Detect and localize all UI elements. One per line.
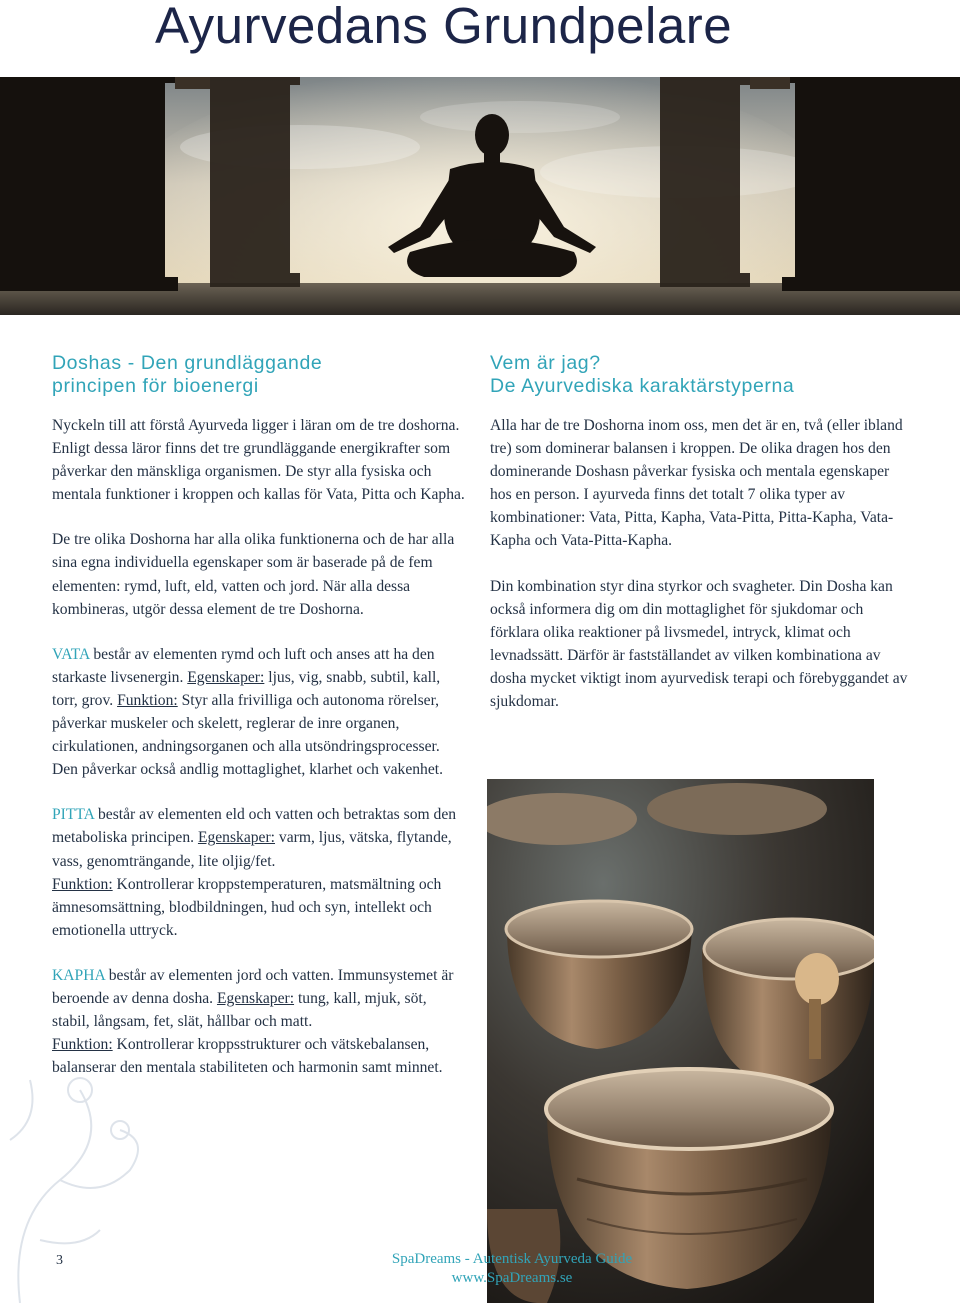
heading-line-2: principen för bioenergi [52,375,259,397]
pitta-paragraph [52,803,467,942]
kapha-label: KAPHA [52,966,105,984]
kapha-func: Kontrollerar kroppsstrukturer och vätskebalansen, balanserar den mentala stabiliteten och harmonin samt minnet. [52,1036,443,1077]
vata-func: Styr alla frivilliga och autonoma rörelser, påverkar muskeler och skelett, reglerar de inre organen, cirkulationen, andningsorganen och alla utsöndringsprocesser. Den påverkar också andlig mottaglighet, klarhet och vakenhet. [52,691,444,779]
pitta-func-label: Funktion: [52,875,113,893]
elements-paragraph: De tre olika Doshorna har alla olika funktionerna och de har alla sina egna individuella egenskaper som är baserade på de fem elementen: rymd, luft, eld, vatten och jord. När alla dessa kombineras, utgör dessa element de tre Doshorna. [52,531,455,618]
vata-props-label: Egenskaper: [187,668,265,686]
combination-paragraph: Din kombination styr dina styrkor och svagheter. Din Dosha kan också informera dig om din mottaglighet för sjukdomar och förklara olika reaktioner på livsmedel, intryck, klimat och levnadssätt. Därför är fastställandet av vilken kombinationa av dosha mycket viktigt inom ayurvedisk terapi och förebyggandet av sjukdomar. [490,577,908,711]
pitta-props-label: Egenskaper: [197,829,276,847]
footer-website: www.SpaDreams.se [451,1270,573,1286]
kapha-func-label: Funktion: [52,1036,113,1054]
heading-line-1: Doshas - Den grundläggande [52,352,323,374]
section-heading-who-am-i [490,352,910,398]
decorative-flourish [0,1020,220,1303]
kapha-props-label: Egenskaper: [216,989,295,1007]
vata-paragraph [52,643,467,782]
footer-guide-name: SpaDreams - Autentisk Ayurveda Guide [391,1251,633,1267]
types-paragraph: Alla har de tre Doshorna inom oss, men det är en, två (eller ibland tre) som dominerar balansen i kroppen. De olika dragen hos den dominerande Doshasn påverkar fysiska och mentala egenskaper hos en person. I ayurveda finns det totalt 7 olika typer av kombinationer: Vata, Pitta, Kapha, Vata-Pitta, Pitta-Kapha, Vata-Kapha och Vata-Pitta-Kapha. [490,417,903,550]
pitta-desc: består av elementen eld och vatten och betraktas som den metaboliska principen. [52,806,457,847]
heading-line-2: De Ayurvediska karaktärstyperna [490,375,795,397]
footer [302,1250,722,1288]
heading-line-1: Vem är jag? [490,352,601,374]
vata-props: ljus, vig, snabb, subtil, kall, torr, grov. [52,668,441,709]
vata-label: VATA [52,645,90,663]
kapha-desc: består av elementen jord och vatten. Immunsystemet är beroende av denna dosha. [52,966,454,1007]
singing-bowls-image [487,779,874,1303]
kapha-props: tung, kall, mjuk, söt, stabil, långsam, fet, slät, hållbar och matt. [52,989,427,1031]
pitta-func: Kontrollerar kroppstemperaturen, matsmältning och ämnesomsättning, blodbildningen, hud och syn, intellekt och emotionella uttryck. [52,875,442,939]
right-column [490,352,910,735]
left-column [52,352,467,1101]
vata-desc: består av elementen rymd och luft och anses att ha den starkaste livsenergin. [52,645,435,686]
section-heading-doshas [52,352,467,398]
pitta-label: PITTA [52,806,95,824]
vata-func-label: Funktion: [117,691,178,709]
page-number: 3 [56,1253,63,1268]
hero-meditation-image [0,77,960,315]
pitta-props: varm, ljus, vätska, flytande, vass, genomträngande, lite oljig/fet. [52,829,452,870]
page-title: Ayurvedans Grundpelare [155,0,733,54]
intro-paragraph: Nyckeln till att förstå Ayurveda ligger i läran om de tre doshorna. Enligt dessa läror finns det tre grundläggande energikrafter som påverkar den mänskliga organismen. De styr alla fysiska och mentala funktioner i kroppen och kallas för Vata, Pitta och Kapha. [52,417,465,504]
